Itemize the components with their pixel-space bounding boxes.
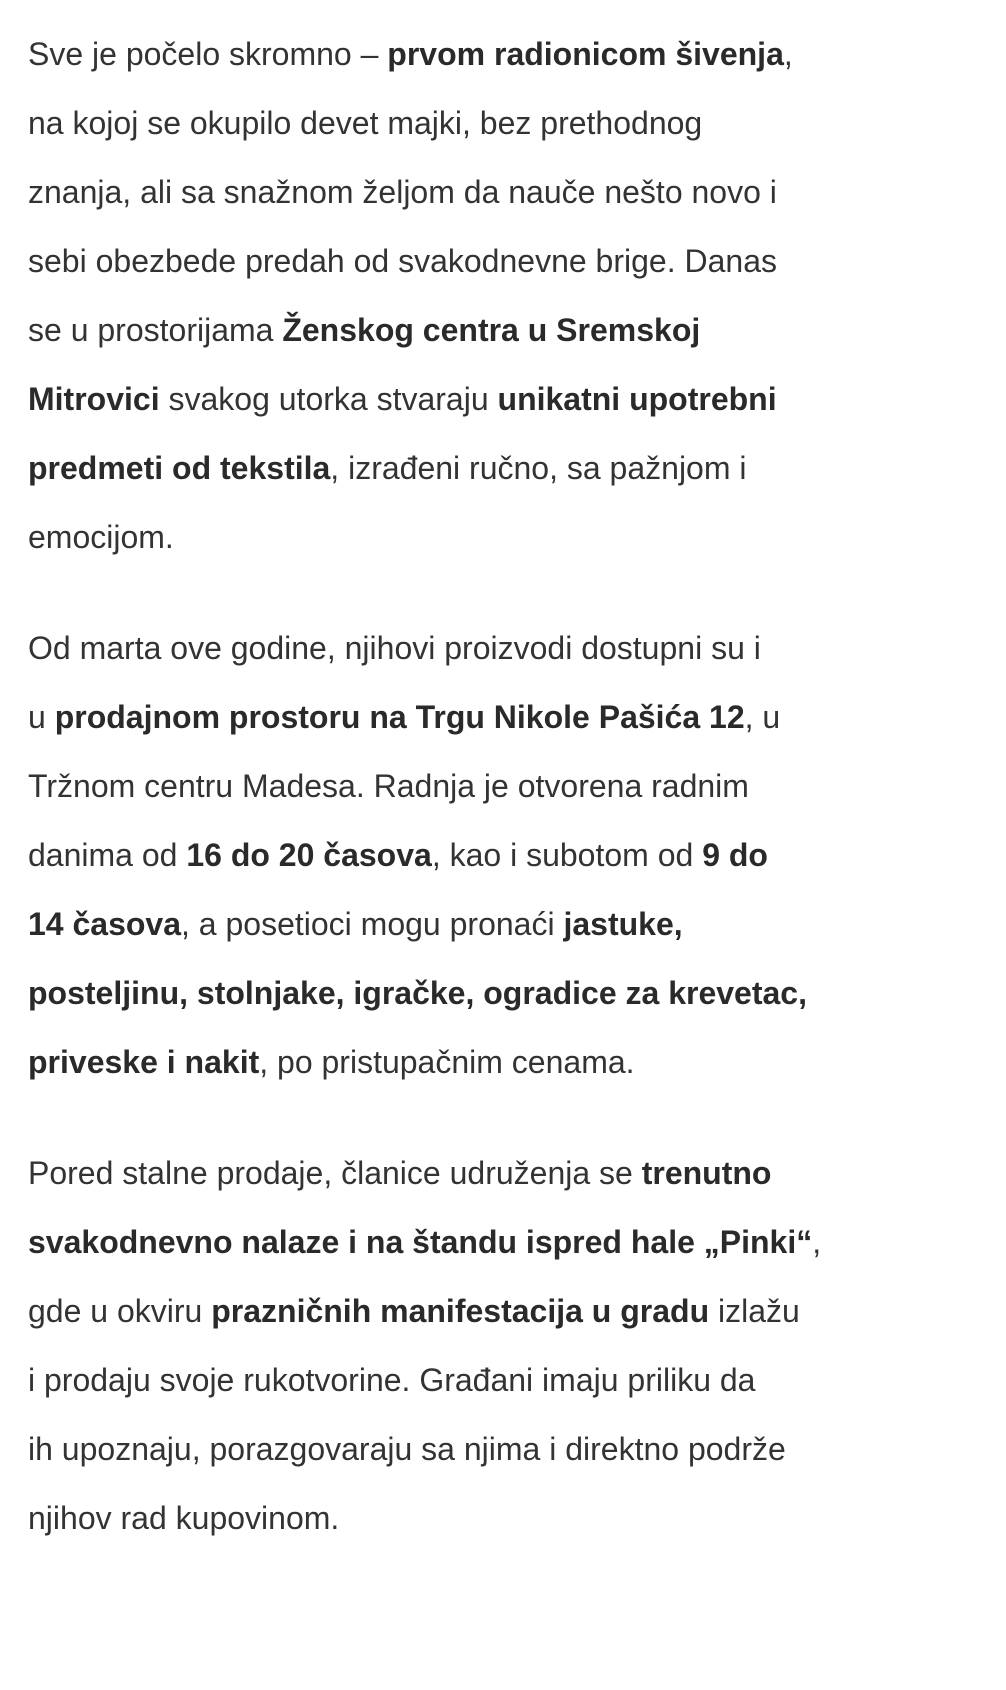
- text-line: [28, 434, 1006, 503]
- bold-text: jastuke,: [563, 906, 683, 942]
- text: , u: [744, 699, 781, 735]
- bold-text: 14 časova: [28, 906, 182, 942]
- text: ,: [783, 36, 793, 72]
- text: , a posetioci mogu pronaći: [181, 906, 564, 942]
- text-line: [28, 158, 1006, 227]
- text: znanja, ali sa snažnom željom da nauče nešto novo i: [28, 174, 777, 210]
- paragraph: [28, 614, 1006, 1097]
- text-line: [28, 821, 1006, 890]
- bold-text: trenutno: [641, 1155, 772, 1191]
- text: njihov rad kupovinom.: [28, 1500, 340, 1536]
- text-line: [28, 20, 1006, 89]
- bold-text: Ženskog centra u Sremskoj: [282, 312, 701, 348]
- text: u: [28, 699, 55, 735]
- text-line: [28, 1208, 1006, 1277]
- text: , po pristupačnim cenama.: [259, 1044, 635, 1080]
- paragraph: [28, 20, 1006, 572]
- text-line: [28, 227, 1006, 296]
- text: Pored stalne prodaje, članice udruženja se: [28, 1155, 642, 1191]
- text: emocijom.: [28, 519, 174, 555]
- text-line: [28, 296, 1006, 365]
- bold-text: 16 do 20 časova: [186, 837, 432, 873]
- bold-text: posteljinu, stolnjake, igračke, ogradice za krevetac,: [28, 975, 807, 1011]
- text: ,: [812, 1224, 822, 1260]
- text: sebi obezbede predah od svakodnevne brige. Danas: [28, 243, 777, 279]
- text-line: [28, 1415, 1006, 1484]
- bold-text: svakodnevno nalaze i na štandu ispred hale „Pinki“: [28, 1224, 813, 1260]
- bold-text: 9 do: [702, 837, 768, 873]
- text: Sve je počelo skromno –: [28, 36, 388, 72]
- text-line: [28, 503, 1006, 572]
- bold-text: predmeti od tekstila: [28, 450, 331, 486]
- text: se u prostorijama: [28, 312, 283, 348]
- bold-text: Mitrovici: [28, 381, 160, 417]
- text-line: [28, 365, 1006, 434]
- text: svakog utorka stvaraju: [159, 381, 498, 417]
- text-line: [28, 1346, 1006, 1415]
- text: ih upoznaju, porazgovaraju sa njima i direktno podrže: [28, 1431, 786, 1467]
- text-line: [28, 1277, 1006, 1346]
- text-line: [28, 89, 1006, 158]
- bold-text: prodajnom prostoru na Trgu Nikole Pašića 12: [54, 699, 745, 735]
- text-line: [28, 959, 1006, 1028]
- bold-text: priveske i nakit: [28, 1044, 260, 1080]
- text-line: [28, 1139, 1006, 1208]
- text: na kojoj se okupilo devet majki, bez prethodnog: [28, 105, 703, 141]
- text-line: [28, 614, 1006, 683]
- bold-text: prazničnih manifestacija u gradu: [211, 1293, 710, 1329]
- text: Tržnom centru Madesa. Radnja je otvorena radnim: [28, 768, 749, 804]
- text-line: [28, 1028, 1006, 1097]
- text-line: [28, 1484, 1006, 1553]
- text-line: [28, 752, 1006, 821]
- bold-text: unikatni upotrebni: [497, 381, 777, 417]
- text: , izrađeni ručno, sa pažnjom i: [330, 450, 747, 486]
- text-line: [28, 683, 1006, 752]
- text-line: [28, 890, 1006, 959]
- text: gde u okviru: [28, 1293, 212, 1329]
- text: izlažu: [709, 1293, 800, 1329]
- text: i prodaju svoje rukotvorine. Građani imaju priliku da: [28, 1362, 756, 1398]
- text: , kao i subotom od: [431, 837, 703, 873]
- text: Od marta ove godine, njihovi proizvodi dostupni su i: [28, 630, 761, 666]
- bold-text: prvom radionicom šivenja: [387, 36, 784, 72]
- text: danima od: [28, 837, 187, 873]
- paragraph: [28, 1139, 1006, 1553]
